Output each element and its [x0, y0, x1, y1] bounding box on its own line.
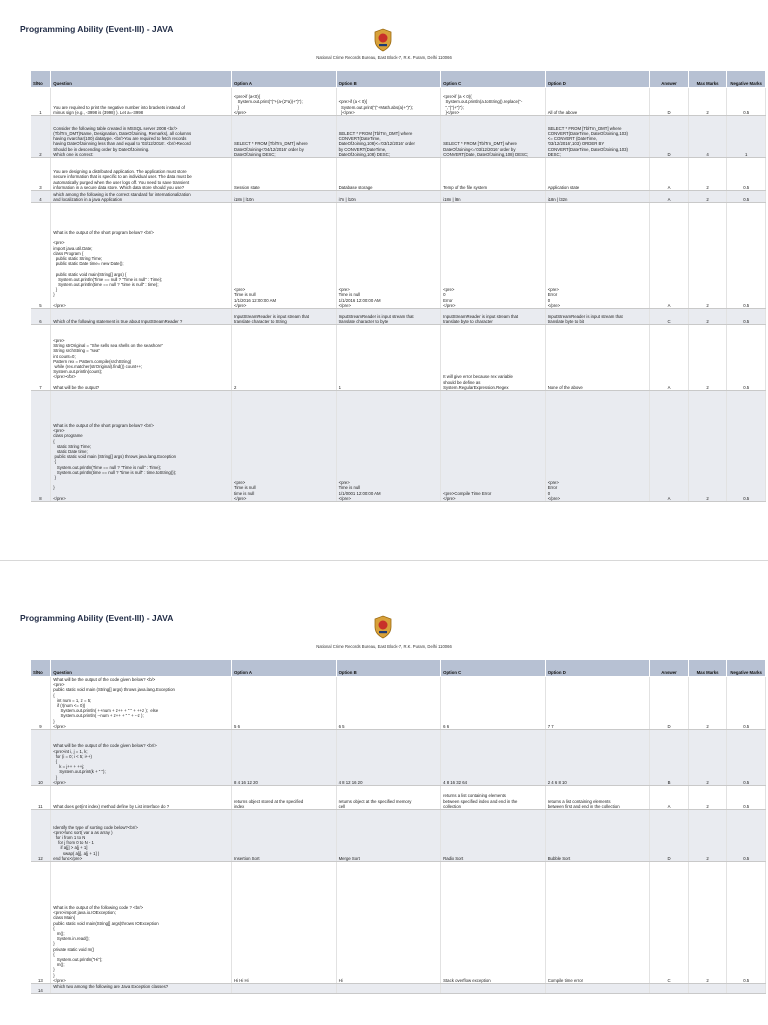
header-question: Question: [51, 71, 232, 88]
cell-sno: 7: [31, 325, 51, 391]
cell-option-c: i18n | l8n: [441, 191, 546, 203]
table-row: [31, 786, 766, 810]
cell-question: What will be the output of the code given below? <b/> <pre> public static void main (String[] args) throws java.lang.Exception { int num = 1, z = 5; if (!(num <= 0)) System.out.println( ++num + z++ + " " + ++z ); else System.out.println( --num + z++ + " " + --z ); } </pre>: [51, 677, 232, 730]
cell-negative-marks: 0.5: [727, 730, 766, 786]
cell-option-b: InputStreamReader is input stream that translate character to byte: [336, 309, 441, 325]
cell-answer: A: [650, 191, 689, 203]
cell-option-c: <pre>if (a < 0){ System.out.println(a.toString().replace("- ","(")+")"); }</pre>: [441, 88, 546, 116]
cell-max-marks: 2: [688, 810, 727, 862]
cell-option-b: returns object at the specified memory cell: [336, 786, 441, 810]
cell-max-marks: 2: [688, 730, 727, 786]
cell-option-b: 6 5: [336, 677, 441, 730]
cell-negative-marks: 0.5: [727, 203, 766, 309]
cell-negative-marks: 0.5: [727, 88, 766, 116]
table-row: [31, 730, 766, 786]
cell-answer: B: [650, 730, 689, 786]
cell-max-marks: 2: [688, 325, 727, 391]
table-header-row: [31, 71, 766, 88]
header-option-b: Option B: [336, 71, 441, 88]
cell-answer: A: [650, 391, 689, 502]
cell-option-a: <pre> Time is null time is null </pre>: [232, 391, 337, 502]
header-sno: SlNo: [31, 660, 51, 677]
table-row: [31, 309, 766, 325]
header-answer: Answer: [650, 660, 689, 677]
cell-sno: 8: [31, 391, 51, 502]
header-option-a: Option A: [232, 660, 337, 677]
cell-option-d: None of the above: [545, 325, 650, 391]
cell-max-marks: 2: [688, 158, 727, 191]
pdf-page-2: [0, 561, 768, 1025]
header-option-d: Option D: [545, 660, 650, 677]
cell-max-marks: 4: [688, 116, 727, 158]
cell-answer: D: [650, 116, 689, 158]
cell-option-a: <pre> Time is null 1/1/2016 12:00:00 AM </pre>: [232, 203, 337, 309]
cell-sno: 4: [31, 191, 51, 203]
cell-option-a: [232, 984, 337, 994]
cell-negative-marks: 0.5: [727, 786, 766, 810]
cell-negative-marks: 0.5: [727, 677, 766, 730]
cell-question: <pre> String strOriginal = "She sells sea shells on the seashore" String srchString = "sea" int count=0; Pattern rex = Pattern.compile(srchString) while (rex.matcher(strOriginal).find()) count++; System.out.println(count); </pre></br> What will be the output?: [51, 325, 232, 391]
table-row: [31, 158, 766, 191]
cell-option-d: Compile time error: [545, 862, 650, 984]
cell-answer: A: [650, 325, 689, 391]
cell-sno: 14: [31, 984, 51, 994]
cell-option-d: 2 4 6 8 10: [545, 730, 650, 786]
header-option-b: Option B: [336, 660, 441, 677]
cell-option-c: InputStreamReader is input stream that translate byte to character: [441, 309, 546, 325]
cell-negative-marks: 0.5: [727, 158, 766, 191]
cell-answer: D: [650, 810, 689, 862]
cell-option-c: returns a list containing elements between specified index and end in the collection: [441, 786, 546, 810]
cell-option-c: <pre>Compile Time Error </pre>: [441, 391, 546, 502]
cell-answer: A: [650, 158, 689, 191]
cell-option-a: Hi Hi Hi: [232, 862, 337, 984]
table-row: [31, 677, 766, 730]
cell-option-c: SELECT * FROM [TblTrn_DMT] where DateOfJoining<='03/12/2016' order by CONVERT(Date, DateOfJoining,108) DESC;: [441, 116, 546, 158]
cell-negative-marks: 0.5: [727, 862, 766, 984]
cell-sno: 5: [31, 203, 51, 309]
cell-max-marks: 2: [688, 677, 727, 730]
header-option-d: Option D: [545, 71, 650, 88]
cell-sno: 1: [31, 88, 51, 116]
cell-option-c: It will give error because rex variable should be define as System.RegularExpression.Regex: [441, 325, 546, 391]
header-max-marks: Max Marks: [688, 660, 727, 677]
cell-option-c: Stack overflow exception: [441, 862, 546, 984]
cell-question: Identify the type of sorting code below?<br/> <pre>func sort( var a as array ) for i from 1 to N for j from 0 to N - 1 if a[j] > a[j + 1] swap( a[j], a[j + 1] ) end func</pre>: [51, 810, 232, 862]
cell-negative-marks: 0.5: [727, 309, 766, 325]
cell-question: You are required to print the negative number into brackets instead of minus sign (e.g., -3998 is (3998) ). Let a=-3998: [51, 88, 232, 116]
cell-option-d: SELECT * FROM [TblTrn_DMT] where CONVERT(DateTime, DateOfJoining,103) <= CONVERT (DateTime, '03/12/2016',103) ORDER BY CONVERT(DateTime, DateOfJoining,103) DESC;: [545, 116, 650, 158]
cell-option-d: <pre> Error 0 </pre>: [545, 391, 650, 502]
cell-question: Which two among the following are Java Exception classes?: [51, 984, 232, 994]
cell-answer: D: [650, 677, 689, 730]
cell-option-d: [545, 984, 650, 994]
cell-sno: 3: [31, 158, 51, 191]
cell-sno: 12: [31, 810, 51, 862]
table-row: [31, 88, 766, 116]
cell-max-marks: [688, 984, 727, 994]
header-option-c: Option C: [441, 660, 546, 677]
ncrb-emblem-icon: [372, 28, 394, 52]
cell-negative-marks: 1: [727, 116, 766, 158]
cell-question: What will be the output of the code given below? <br/> <pre>int i, j = 1, k; for (i = 0; i < 5; i++) { k = j++ + ++j; System.out.print(k + " "); } </pre>: [51, 730, 232, 786]
cell-question: Consider the following table created in MSSQL server 2008 <br/> (TblTrn_DMT)Name, Designation, DateOfJoining, Remarks), all columns having nvarchar(100) datatype. <br/>You are required to fetch records having DateOfJoinning less than and equal to '03/12/2016'. <br/>Record Should be in descending order by DateOfJoinning. Which one is correct:: [51, 116, 232, 158]
cell-question: What is the output of the short program below? <br/> <pre> import java.util.Date; class Program { public static String Time; public static Date time= new Date(); public static void main(String[] args) { System.out.println(Time == null ? "Time is null" : Time); System.out.println(time == null ? "time is null" : time); } } </pre>: [51, 203, 232, 309]
cell-option-d: i18n | l32n: [545, 191, 650, 203]
ncrb-emblem-icon: [372, 615, 394, 639]
cell-question: What is the output of the following code ? <br/> <pre>import java.io.IOException; class Main{ public static void main(String[] args)throws IOException { m(); System.in.read(); } private static void m() { System.out.println("Hi"); m(); } } </pre>: [51, 862, 232, 984]
cell-option-b: 1: [336, 325, 441, 391]
cell-option-b: Database storage: [336, 158, 441, 191]
cell-negative-marks: 0.5: [727, 325, 766, 391]
cell-option-c: Radix Sort: [441, 810, 546, 862]
cell-negative-marks: 0.5: [727, 810, 766, 862]
header-option-a: Option A: [232, 71, 337, 88]
cell-negative-marks: 0.5: [727, 391, 766, 502]
cell-max-marks: 2: [688, 309, 727, 325]
table-row: [31, 325, 766, 391]
cell-sno: 2: [31, 116, 51, 158]
questions-table: [30, 659, 766, 994]
cell-question: You are designing a distributed application. The application must store secure information that is specific to an individual user. The data must be automatically purged when the user logs off. You need to save transient information in a secure data store. Which data store should you use?: [51, 158, 232, 191]
cell-max-marks: 2: [688, 862, 727, 984]
cell-max-marks: 2: [688, 786, 727, 810]
header-sno: SlNo: [31, 71, 51, 88]
cell-option-a: 8 4 16 12 20: [232, 730, 337, 786]
cell-option-d: <pre> Error 0 </pre>: [545, 203, 650, 309]
cell-max-marks: 2: [688, 203, 727, 309]
cell-option-d: 7 7: [545, 677, 650, 730]
cell-option-c: [441, 984, 546, 994]
cell-max-marks: 2: [688, 88, 727, 116]
cell-option-d: returns a list containing elements between first and end in the collection: [545, 786, 650, 810]
org-address: National Crime Records Bureau, East Block-7, R.K. Puram, Delhi 110066: [316, 55, 452, 60]
cell-option-c: 6 6: [441, 677, 546, 730]
cell-sno: 9: [31, 677, 51, 730]
cell-option-b: Hi: [336, 862, 441, 984]
cell-option-c: 4 8 16 32 64: [441, 730, 546, 786]
cell-option-a: i18n | l10n: [232, 191, 337, 203]
cell-option-a: InputStreamReader is input stream that translate character to String: [232, 309, 337, 325]
cell-question: which among the following is the correct standard for internationalization and localization in a java Application: [51, 191, 232, 203]
cell-question: What is the output of the short program below? <br/> <pre> class programe { static String Time; static Date time; public static void main (String[] args) throws java.lang.Exception { System.out.println(Time == null ? "Time is null" : Time); System.out.println(time == null ? "time is null" : time.toString()); } } </pre>: [51, 391, 232, 502]
cell-option-d: InputStreamReader is input stream that translate byte to bit: [545, 309, 650, 325]
cell-option-a: 5 6: [232, 677, 337, 730]
header-question: Question: [51, 660, 232, 677]
cell-option-d: Bubble Sort: [545, 810, 650, 862]
table-row: [31, 984, 766, 994]
table-row: [31, 203, 766, 309]
table-row: [31, 116, 766, 158]
cell-option-a: returns object stored at the specified index: [232, 786, 337, 810]
table-row: [31, 391, 766, 502]
header-answer: Answer: [650, 71, 689, 88]
org-address: National Crime Records Bureau, East Block-7, R.K. Puram, Delhi 110066: [316, 644, 452, 649]
cell-negative-marks: 0.5: [727, 191, 766, 203]
cell-answer: [650, 984, 689, 994]
cell-option-a: Insertion Sort: [232, 810, 337, 862]
header-negative-marks: Negative Marks: [727, 660, 766, 677]
cell-option-a: <pre>if (a<0){ System.out.print("("+(a-(2*a))+")"); } </pre>: [232, 88, 337, 116]
cell-option-d: All of the above: [545, 88, 650, 116]
cell-sno: 6: [31, 309, 51, 325]
questions-table: [30, 70, 766, 502]
table-row: [31, 191, 766, 203]
cell-answer: A: [650, 786, 689, 810]
table-header-row: [31, 660, 766, 677]
header-max-marks: Max Marks: [688, 71, 727, 88]
cell-option-c: Temp of the file system: [441, 158, 546, 191]
cell-option-a: SELECT * FROM [TblTrn_DMT] where DateOfJoining<'04/12/2016' order by DateOfJoining DESC;: [232, 116, 337, 158]
header-option-c: Option C: [441, 71, 546, 88]
cell-option-b: 4 8 12 16 20: [336, 730, 441, 786]
cell-option-b: SELECT * FROM [TblTrn_DMT] where CONVERT(DateTime, DateOfJoining,108)<='03/12/2016' order by CONVERT(DateTime, DateOfJoining,108) DESC;: [336, 116, 441, 158]
cell-question: What does get(int index) method define by List interface do ?: [51, 786, 232, 810]
cell-option-a: Session state: [232, 158, 337, 191]
cell-option-c: <pre> 0 Error </pre>: [441, 203, 546, 309]
cell-option-d: Application state: [545, 158, 650, 191]
page-title: Programming Ability (Event-III) - JAVA: [20, 24, 174, 34]
cell-option-b: <pre> Time is null 1/1/2016 12:00:00 AM </pre>: [336, 203, 441, 309]
table-row: [31, 810, 766, 862]
cell-answer: C: [650, 862, 689, 984]
cell-sno: 11: [31, 786, 51, 810]
cell-sno: 13: [31, 862, 51, 984]
page-title: Programming Ability (Event-III) - JAVA: [20, 613, 174, 623]
cell-option-b: [336, 984, 441, 994]
header-negative-marks: Negative Marks: [727, 71, 766, 88]
cell-question: Which of the following statement is true about InputStreamReader ?: [51, 309, 232, 325]
cell-negative-marks: [727, 984, 766, 994]
cell-sno: 10: [31, 730, 51, 786]
cell-option-a: 2: [232, 325, 337, 391]
cell-option-b: Merge Sort: [336, 810, 441, 862]
cell-option-b: <pre>if (a < 0){ System.out.print("("+Math.abs(a)+")"); }</pre>: [336, 88, 441, 116]
cell-max-marks: 2: [688, 391, 727, 502]
table-row: [31, 862, 766, 984]
cell-option-b: i7n | l10n: [336, 191, 441, 203]
cell-max-marks: 2: [688, 191, 727, 203]
cell-option-b: <pre> Time is null 1/1/0001 12:00:00 AM </pre>: [336, 391, 441, 502]
cell-answer: D: [650, 88, 689, 116]
cell-answer: A: [650, 203, 689, 309]
cell-answer: C: [650, 309, 689, 325]
